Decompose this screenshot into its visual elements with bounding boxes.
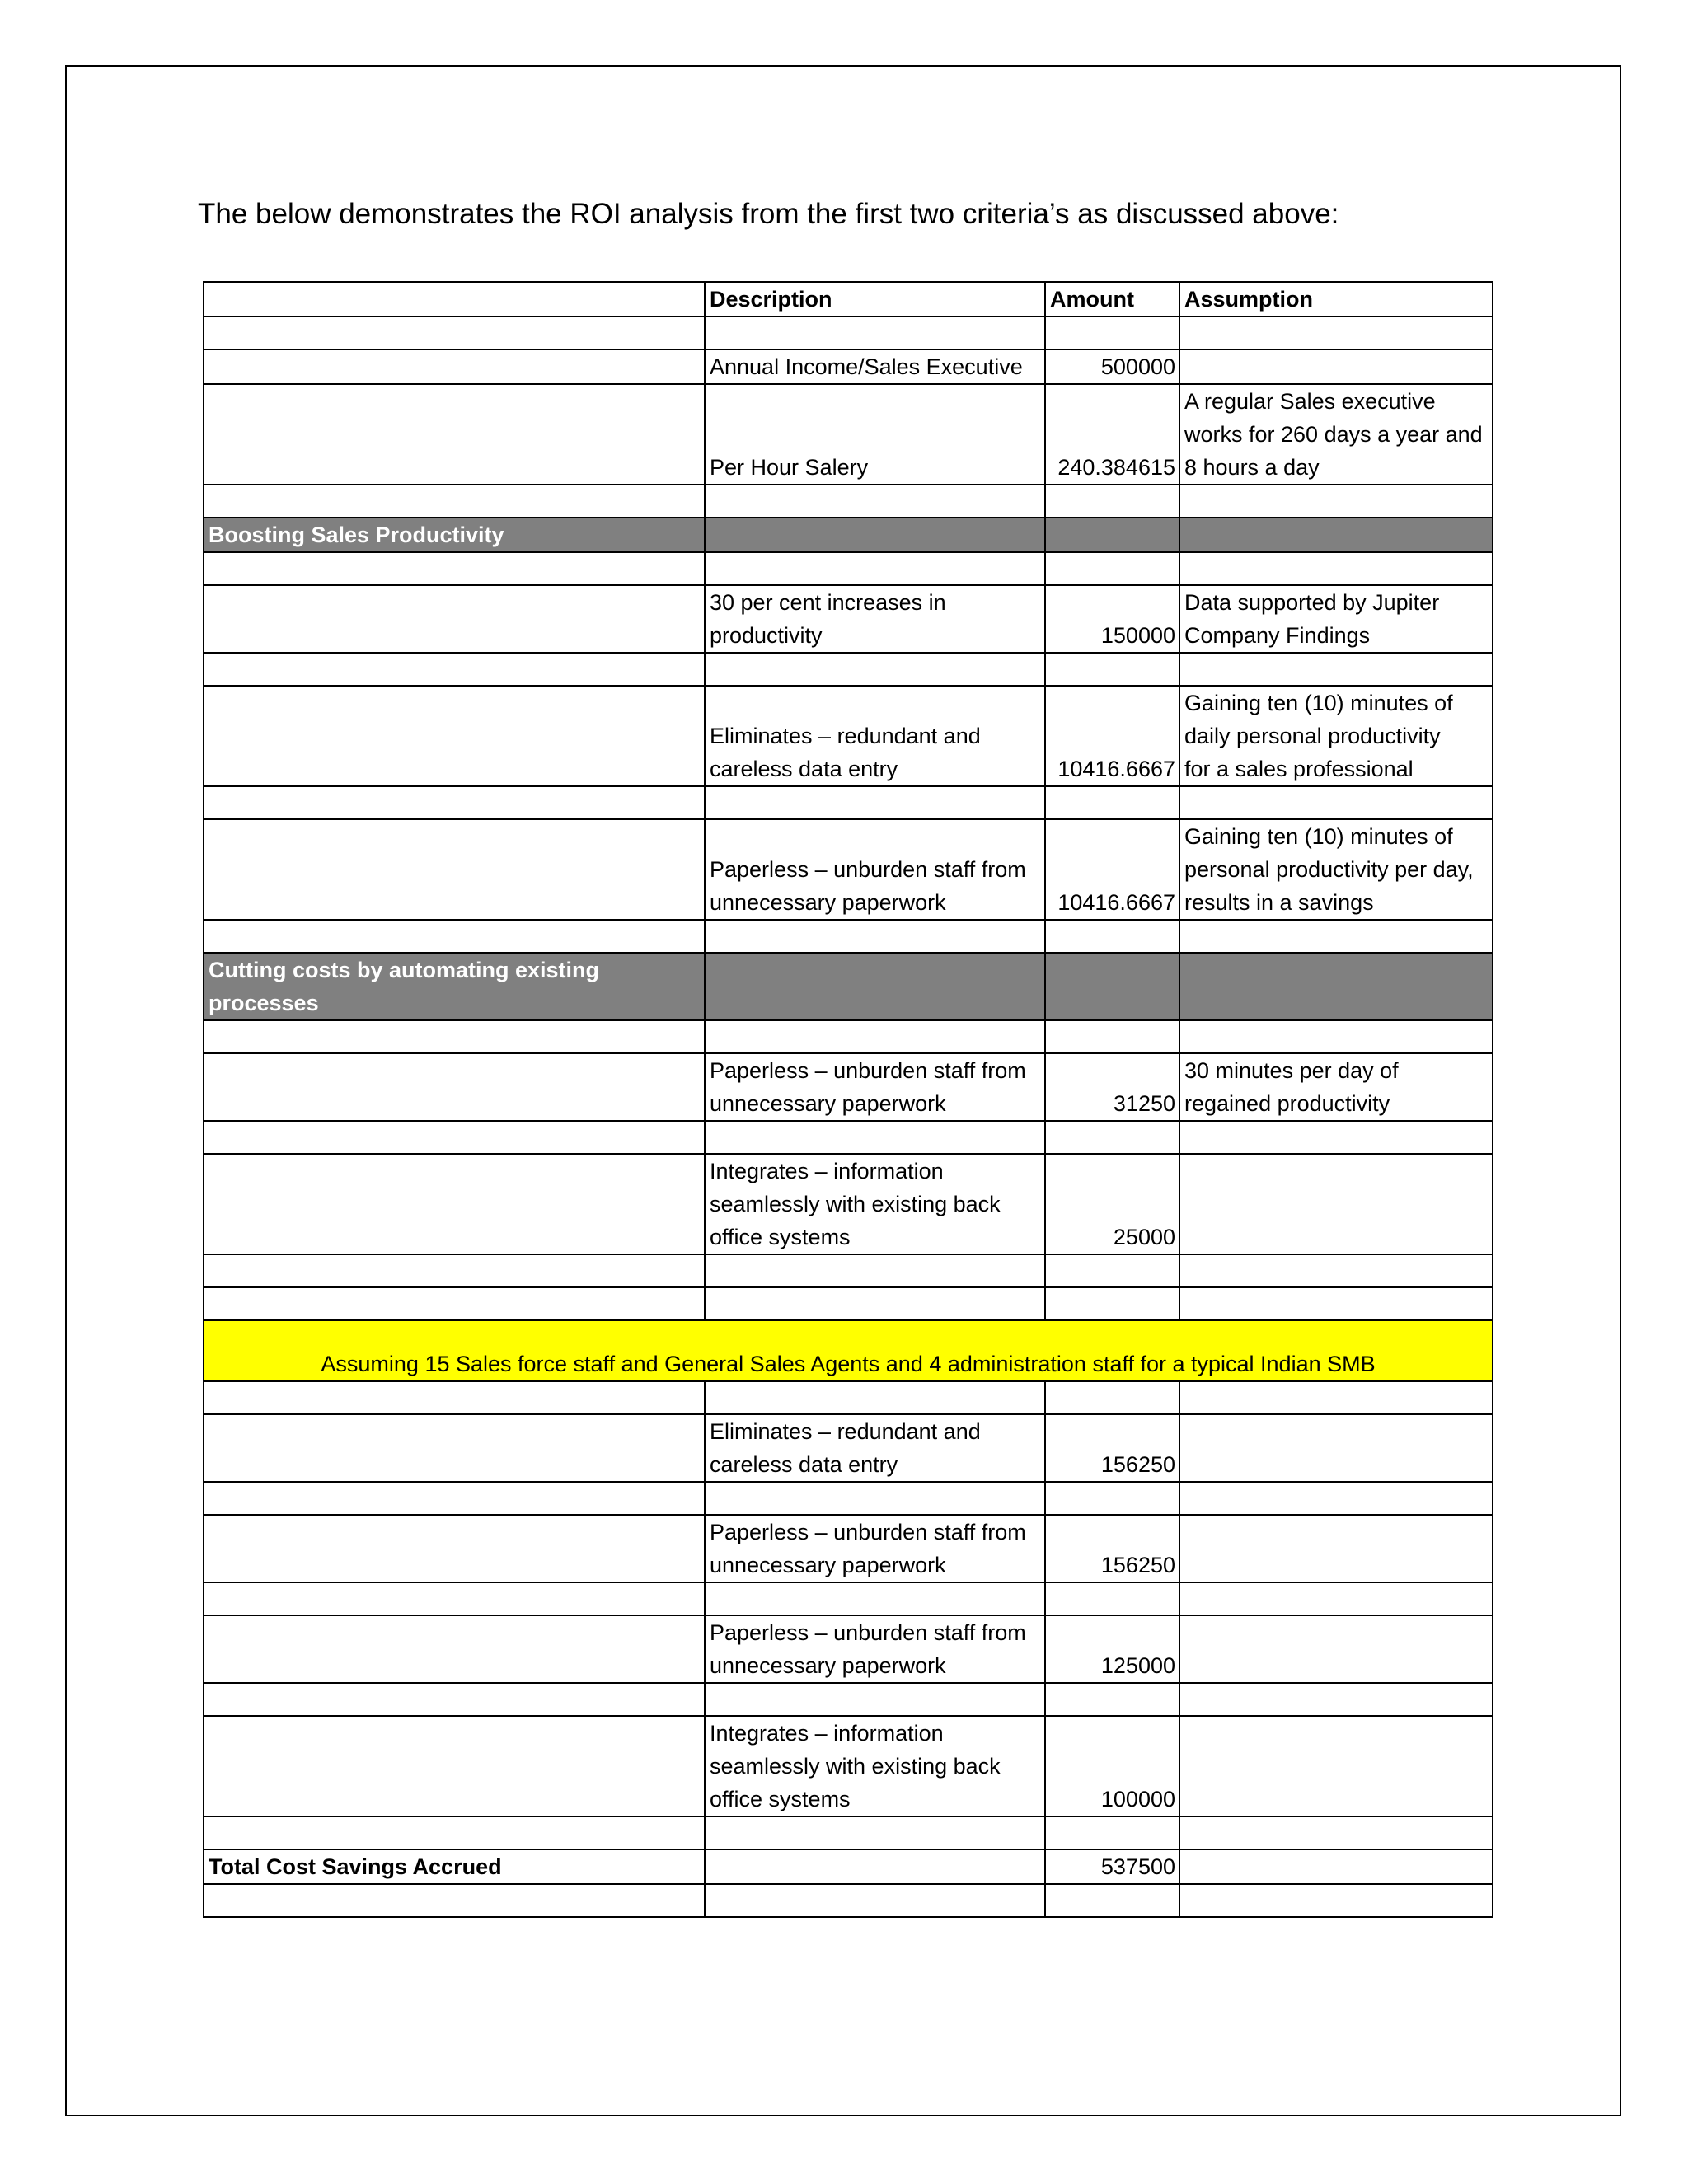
intro-text: The below demonstrates the ROI analysis from the first two criteria’s as discussed above: <box>198 198 1339 230</box>
table-row <box>204 384 1493 485</box>
amount-header: Amount <box>1045 282 1179 316</box>
assumption-cell: Gaining ten (10) minutes of daily personal productivity for a sales professional <box>1179 686 1493 786</box>
roi-table <box>203 281 1493 1918</box>
assumption-cell: A regular Sales executive works for 260 days a year and 8 hours a day <box>1179 384 1493 485</box>
table-row <box>204 1716 1493 1816</box>
amount-cell: 10416.6667 <box>1045 819 1179 920</box>
description-cell: Paperless – unburden staff from unnecessary paperwork <box>705 1615 1045 1683</box>
spacer-row <box>204 1020 1493 1053</box>
amount-cell: 31250 <box>1045 1053 1179 1121</box>
table-row <box>204 1053 1493 1121</box>
spacer-row <box>204 786 1493 819</box>
amount-cell: 25000 <box>1045 1154 1179 1254</box>
spacer-row <box>204 1683 1493 1716</box>
total-row <box>204 1849 1493 1884</box>
total-label: Total Cost Savings Accrued <box>204 1849 705 1884</box>
table-row <box>204 1414 1493 1482</box>
amount-cell: 150000 <box>1045 585 1179 653</box>
description-cell: Paperless – unburden staff from unnecessary paperwork <box>705 1053 1045 1121</box>
header-row <box>204 282 1493 316</box>
table-row <box>204 1615 1493 1683</box>
assumption-cell: 30 minutes per day of regained productivity <box>1179 1053 1493 1121</box>
spacer-row <box>204 920 1493 953</box>
assumption-cell: Data supported by Jupiter Company Findings <box>1179 585 1493 653</box>
table-row <box>204 686 1493 786</box>
description-cell: Annual Income/Sales Executive <box>705 349 1045 384</box>
spacer-row <box>204 552 1493 585</box>
table-row <box>204 1154 1493 1254</box>
assumption-banner-row <box>204 1320 1493 1381</box>
amount-cell: 100000 <box>1045 1716 1179 1816</box>
description-cell: Eliminates – redundant and careless data entry <box>705 1414 1045 1482</box>
table-row <box>204 819 1493 920</box>
spacer-row <box>204 1121 1493 1154</box>
amount-cell: 156250 <box>1045 1515 1179 1582</box>
spacer-row <box>204 485 1493 518</box>
description-header: Description <box>705 282 1045 316</box>
amount-cell: 125000 <box>1045 1615 1179 1683</box>
section-title: Cutting costs by automating existing processes <box>204 953 705 1020</box>
description-cell: Paperless – unburden staff from unnecessary paperwork <box>705 1515 1045 1582</box>
spacer-row <box>204 316 1493 349</box>
description-cell: Integrates – information seamlessly with existing back office systems <box>705 1154 1045 1254</box>
spacer-row <box>204 1582 1493 1615</box>
description-cell: Integrates – information seamlessly with existing back office systems <box>705 1716 1045 1816</box>
amount-cell: 240.384615 <box>1045 384 1179 485</box>
section-title: Boosting Sales Productivity <box>204 518 705 552</box>
spacer-row <box>204 1482 1493 1515</box>
table-row <box>204 1515 1493 1582</box>
spacer-row <box>204 1816 1493 1849</box>
assumption-cell: Gaining ten (10) minutes of personal productivity per day, results in a savings <box>1179 819 1493 920</box>
table-row <box>204 585 1493 653</box>
assumption-banner: Assuming 15 Sales force staff and General Sales Agents and 4 administration staff for a typical Indian SMB <box>204 1320 1493 1381</box>
spacer-row <box>204 1287 1493 1320</box>
spacer-row <box>204 1381 1493 1414</box>
description-cell: 30 per cent increases in productivity <box>705 585 1045 653</box>
table-row <box>204 349 1493 384</box>
spacer-row <box>204 653 1493 686</box>
description-cell: Eliminates – redundant and careless data entry <box>705 686 1045 786</box>
assumption-header: Assumption <box>1179 282 1493 316</box>
section-header-cutting <box>204 953 1493 1020</box>
amount-cell: 156250 <box>1045 1414 1179 1482</box>
section-header-boosting <box>204 518 1493 552</box>
spacer-row <box>204 1884 1493 1917</box>
total-amount: 537500 <box>1045 1849 1179 1884</box>
spacer-row <box>204 1254 1493 1287</box>
description-cell: Paperless – unburden staff from unnecessary paperwork <box>705 819 1045 920</box>
amount-cell: 10416.6667 <box>1045 686 1179 786</box>
description-cell: Per Hour Salery <box>705 384 1045 485</box>
amount-cell: 500000 <box>1045 349 1179 384</box>
